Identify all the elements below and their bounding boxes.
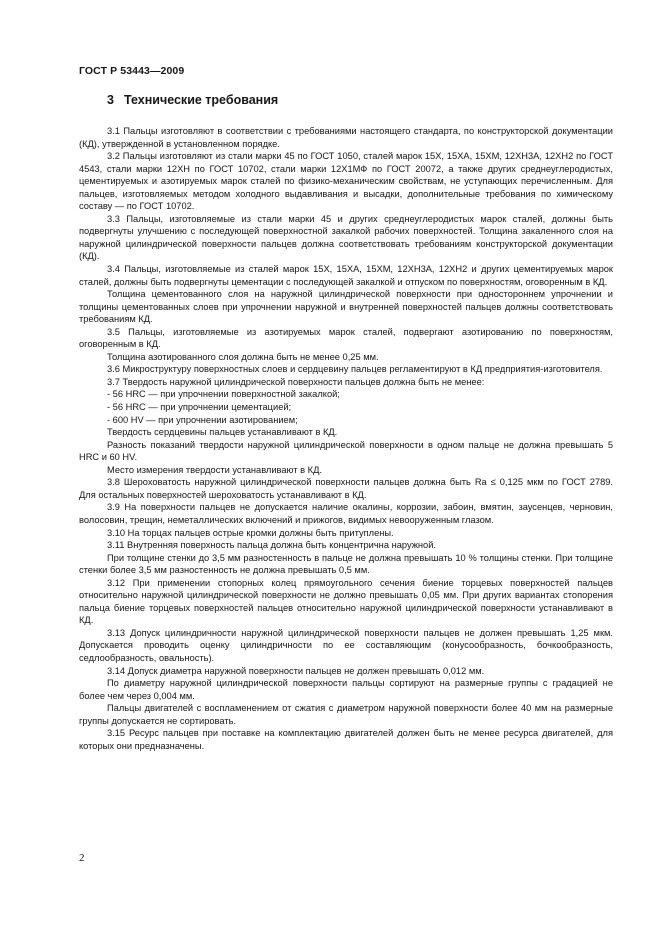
paragraph: 3.8 Шероховатость наружной цилиндрической поверхности пальцев должна быть Ra ≤ 0,125 мкм по ГОСТ 2789. Для остальных поверхностей шероховатость устанавливают в КД. bbox=[79, 477, 613, 500]
paragraph: 3.7 Твердость наружной цилиндрической поверхности пальцев должна быть не менее: bbox=[107, 376, 485, 387]
paragraph: По диаметру наружной цилиндрической поверхности пальцы сортируют на размерные группы с градацией не более чем через 0,004 мм. bbox=[79, 678, 613, 701]
document-header: ГОСТ Р 53443—2009 bbox=[79, 65, 185, 77]
section-body bbox=[79, 125, 613, 752]
paragraph: 3.2 Пальцы изготовляют из стали марки 45 по ГОСТ 1050, сталей марок 15Х, 15ХА, 15ХМ, 12ХН3А, 12ХН2 по ГОСТ 4543, стали марки 12ХН по ГОСТ 10702, стали марки 12Х1МФ по ГОСТ 20072, а также других среднеуглеродистых, цементируемых и азотируемых марок сталей по физико-механическим свойствам, не уступающих перечисленным. Для пальцев, изготовляемых методом холодного выдавливания и высадки, дополнительные требования по химическому составу — по ГОСТ 10702. bbox=[79, 151, 613, 212]
paragraph: Пальцы двигателей с воспламенением от сжатия с диаметром наружной поверхности более 40 мм на размерные группы допускается не сортировать. bbox=[79, 703, 613, 726]
page-number: 2 bbox=[79, 852, 85, 864]
paragraph: 3.11 Внутренняя поверхность пальца должна быть концентрична наружной. bbox=[107, 540, 436, 551]
paragraph: Толщина азотированного слоя должна быть не менее 0,25 мм. bbox=[107, 351, 379, 362]
paragraph: 3.10 На торцах пальцев острые кромки должны быть притуплены. bbox=[107, 527, 394, 538]
paragraph: 3.14 Допуск диаметра наружной поверхности пальцев не должен превышать 0,012 мм. bbox=[107, 665, 485, 676]
paragraph: Твердость сердцевины пальцев устанавливают в КД. bbox=[107, 427, 338, 438]
paragraph: 3.15 Ресурс пальцев при поставке на комплектацию двигателей должен быть не менее ресурса двигателей, для которых они предназначены. bbox=[79, 728, 613, 751]
paragraph: 3.1 Пальцы изготовляют в соответствии с требованиями настоящего стандарта, по конструкторской документации (КД), утвержденной в установленном порядке. bbox=[79, 126, 613, 149]
list-item: - 600 HV — при упрочнении азотированием; bbox=[107, 414, 298, 425]
section-title-text: Технические требования bbox=[123, 93, 279, 107]
paragraph: 3.4 Пальцы, изготовляемые из сталей марок 15Х, 15ХА, 15ХМ, 12ХН3А, 12ХН2 и других цементируемых марок сталей, должны быть подвергнуты цементации с последующей закалкой и отпуском по поверхностям, оговоренным в КД. bbox=[79, 264, 613, 287]
list-item: - 56 HRC — при упрочнении поверхностной закалкой; bbox=[107, 389, 340, 400]
paragraph: Место измерения твердости устанавливают в КД. bbox=[107, 464, 322, 475]
paragraph: При толщине стенки до 3,5 мм разностенность в пальце не должна превышать 10 % толщины стенки. При толщине стенки более 3,5 мм разностенность не должна превышать 0,5 мм. bbox=[79, 552, 613, 576]
paragraph: 3.9 На поверхности пальцев не допускается наличие окалины, коррозии, забоин, вмятин, заусенцев, черновин, волосовин, трещин, неметаллических включений и прижогов, видимых невооруженным глазом. bbox=[79, 502, 613, 525]
section-heading bbox=[107, 93, 278, 107]
paragraph: Разность показаний твердости наружной цилиндрической поверхности в одном пальце не должна превышать 5 HRC и 60 HV. bbox=[79, 439, 613, 463]
section-number: 3 bbox=[107, 93, 114, 107]
paragraph: 3.13 Допуск цилиндричности наружной цилиндрической поверхности пальцев не должен превышать 1,25 мкм. Допускается проводить оценку цилиндричности по ее составляющим (конусообразность, бочкообразность, седлообразность, овальность). bbox=[79, 627, 613, 663]
paragraph: 3.12 При применении стопорных колец прямоугольного сечения биение торцевых поверхностей пальцев относительно наружной цилиндрической поверхности не должно превышать 0,05 мм. При других вариантах стопорения пальца биение торцевых поверхностей пальцев относительно наружной цилиндрической поверхности устанавливают в КД. bbox=[79, 577, 613, 626]
paragraph: 3.3 Пальцы, изготовляемые из стали марки 45 и других среднеуглеродистых марок сталей, должны быть подвергнуты улучшению с последующей поверхностной закалкой рабочих поверхностей. Толщина закаленного слоя на наружной цилиндрической поверхности пальцев должна соответствовать требованиям конструкторской документации (КД). bbox=[79, 213, 613, 262]
paragraph: 3.6 Микроструктуру поверхностных слоев и сердцевину пальцев регламентируют в КД предприятия-изготовителя. bbox=[107, 364, 603, 375]
list-item: - 56 HRC — при упрочнении цементацией; bbox=[107, 402, 292, 413]
paragraph: Толщина цементованного слоя на наружной цилиндрической поверхности при одностороннем упрочнении и толщины цементованных слоев при упрочнении наружной и внутренней поверхностей пальцев должны соответствовать требованиям КД. bbox=[79, 289, 613, 325]
paragraph: 3.5 Пальцы, изготовляемые из азотируемых марок сталей, подвергают азотированию по поверхностям, оговоренным в КД. bbox=[79, 326, 613, 350]
